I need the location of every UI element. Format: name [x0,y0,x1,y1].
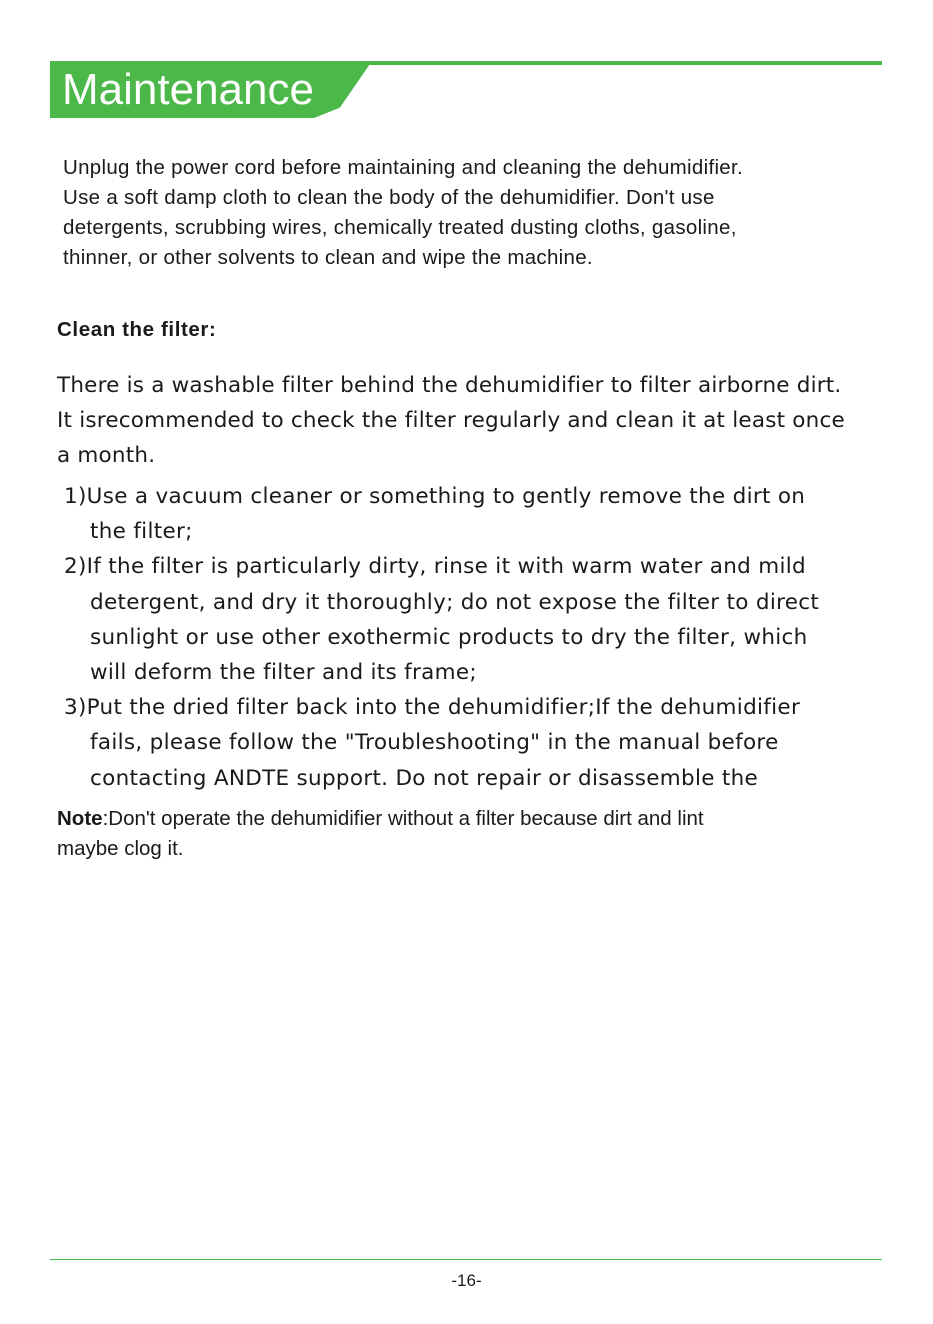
intro-paragraph [63,153,873,273]
paragraph-line: There is a washable filter behind the dehumidifier to filter airborne dirt. [57,373,842,398]
intro-line: Use a soft damp cloth to clean the body of the dehumidifier. Don't use [63,186,715,209]
page-number: -16- [451,1271,482,1290]
intro-line: thinner, or other solvents to clean and wipe the machine. [63,246,593,269]
paragraph-line: It isrecommended to check the filter regularly and clean it at least once [57,408,845,434]
note-label: Note [57,807,103,830]
step-3-line: fails, please follow the "Troubleshooting" in the manual before [90,730,779,756]
filter-paragraph [57,368,897,474]
footer-rule [50,1259,882,1260]
note-line [57,804,877,834]
steps-list [64,479,884,796]
note [57,804,877,864]
step-3-line: contacting ANDTE support. Do not repair or disassemble the [90,765,759,791]
paragraph-line: a month. [57,443,156,469]
intro-line: Unplug the power cord before maintaining and cleaning the dehumidifier. [63,156,744,179]
section-heading: Clean the filter: [57,318,217,341]
intro-line: detergents, scrubbing wires, chemically treated dusting cloths, gasoline, [63,216,737,239]
step-2-line: detergent, and dry it thoroughly; do not expose the filter to direct [90,589,820,615]
step-3-line: 3)Put the dried filter back into the dehumidifier;If the dehumidifier [64,695,801,721]
step-2-line: 2)If the filter is particularly dirty, rinse it with warm water and mild [64,554,806,580]
step-1-line: 1)Use a vacuum cleaner or something to gently remove the dirt on [64,484,806,509]
note-text: :Don't operate the dehumidifier without a filter because dirt and lint [102,807,704,830]
page-title: Maintenance [62,65,314,114]
step-2-line: sunlight or use other exothermic products to dry the filter, which [90,624,808,650]
step-1-line: the filter; [90,519,193,545]
note-line: maybe clog it. [57,837,184,860]
step-2-line: will deform the filter and its frame; [90,660,477,686]
